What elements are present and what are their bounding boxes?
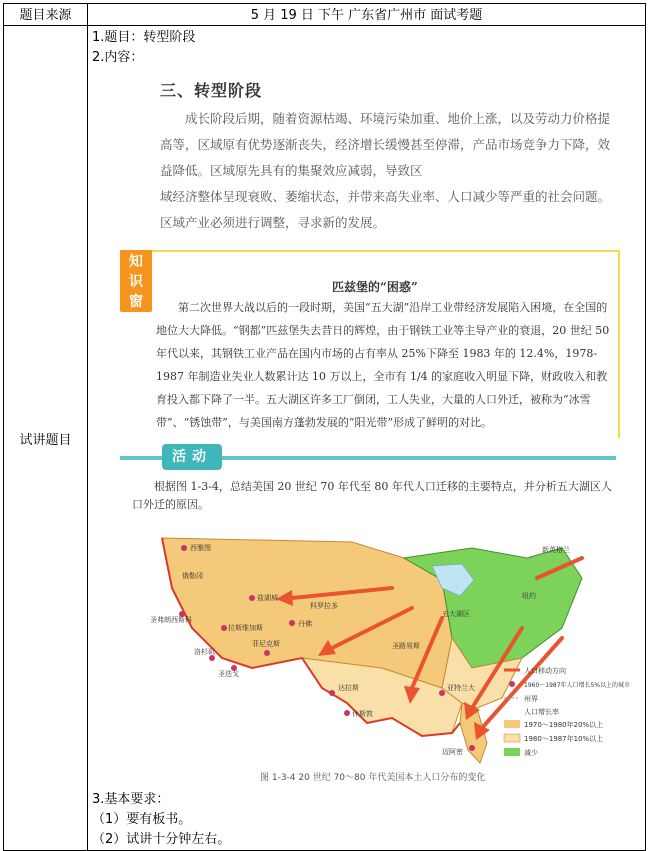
city-dot bbox=[329, 690, 335, 696]
label-colorado: 科罗拉多 bbox=[310, 602, 338, 610]
row-label: 试讲题目 bbox=[4, 26, 88, 851]
label-houston: 休斯敦 bbox=[352, 710, 373, 718]
activity-tag: 活动 bbox=[162, 444, 222, 470]
label-stlouis: 圣路易斯 bbox=[392, 642, 420, 650]
city-dot bbox=[221, 625, 227, 631]
requirement-2: （2）试讲十分钟左右。 bbox=[92, 832, 231, 847]
city-dot bbox=[249, 595, 255, 601]
city-dot bbox=[439, 690, 445, 696]
city-dot bbox=[264, 650, 270, 656]
legend-label-growth-20: 1970～1980年20%以上 bbox=[524, 721, 604, 729]
legend-swatch-decrease bbox=[504, 748, 520, 756]
label-lasvegas: 拉斯维加斯 bbox=[228, 624, 263, 632]
city-dot bbox=[344, 710, 350, 716]
label-phoenix: 菲尼克斯 bbox=[252, 640, 280, 648]
content-label: 2.内容： bbox=[92, 50, 144, 65]
label-miami: 迈阿密 bbox=[442, 748, 463, 756]
header-row bbox=[4, 4, 646, 26]
textbook-scan bbox=[129, 72, 652, 512]
label-atlanta: 亚特兰大 bbox=[447, 684, 475, 692]
label-dallas: 达拉斯 bbox=[338, 684, 359, 692]
knowledge-tag bbox=[120, 250, 152, 312]
content-cell bbox=[88, 26, 646, 851]
exam-table bbox=[3, 3, 646, 851]
topic-line: 1.题目：转型阶段 bbox=[92, 30, 196, 45]
map-caption: 图 1-3-4 20 世纪 70～80 年代美国本土人口分布的变化 bbox=[260, 773, 486, 783]
requirement-1: （1）要有板书。 bbox=[92, 812, 192, 827]
legend-label-city: 1960～1987年人口增长5%以上的城市 bbox=[524, 682, 631, 689]
paragraph-1: 成长阶段后期，随着资源枯竭、环境污染加重、地价上涨，以及劳动力价格提高等，区域原有优势逐渐丧失，经济增长缓慢甚至停滞，产品市场竞争力下降，效益降低。区域原先具有的集聚效应减弱，导致区 bbox=[160, 111, 611, 178]
label-greatlakes: 五大湖区 bbox=[442, 610, 470, 618]
label-oregon: 俄勒冈 bbox=[182, 572, 203, 580]
legend-swatch-city bbox=[509, 681, 515, 687]
knowledge-body: 第二次世界大战以后的一段时期，美国“五大湖”沿岸工业带经济发展陷入困境，在全国的地位大大降低。“钢都”匹兹堡失去昔日的辉煌，由于钢铁工业等主导产业的衰退，20 世纪 50 年代以来，其钢铁工业产品在国内市场的占有率从 25%下降至 1983 年的 12.4%，1978-1987 年制造业失业人数累计达 10 万以上，全市有 1/4 的家庭收入明显下降，财政收入和教育投入都下降了一半。五大湖区许多工厂倒闭，工人失业，大量的人口外迁，被称为“冰雪带”、“锈蚀带”，与美国南方蓬勃发展的“阳光带”形成了鲜明的对比。 bbox=[156, 301, 610, 429]
label-saltlake: 盐湖城 bbox=[257, 594, 278, 602]
content-row bbox=[4, 26, 646, 851]
legend-swatch-growth-20 bbox=[504, 720, 520, 728]
requirements-label: 3.基本要求： bbox=[92, 792, 170, 807]
legend-label-border: 州界 bbox=[524, 695, 538, 703]
city-dot bbox=[181, 545, 187, 551]
paragraph-2: 域经济整体呈现衰败、萎缩状态，并带来高失业率、人口减少等严重的社会问题。区域产业必须进行调整，寻求新的发展。 bbox=[160, 189, 611, 230]
label-newengland: 新英格兰 bbox=[542, 546, 570, 554]
section-title: 三、转型阶段 bbox=[160, 81, 263, 100]
knowledge-title: 匹兹堡的“困惑” bbox=[332, 280, 418, 294]
label-losangeles: 洛杉矶 bbox=[194, 648, 215, 656]
usa-map bbox=[142, 518, 631, 788]
legend-label-growth: 人口增长率 bbox=[524, 708, 559, 716]
legend-label-decrease: 减少 bbox=[524, 749, 538, 757]
label-sanfrancisco: 圣弗朗西斯科 bbox=[150, 616, 192, 624]
city-dot bbox=[469, 745, 475, 751]
label-denver: 丹佛 bbox=[298, 620, 312, 628]
legend-swatch-growth-10 bbox=[504, 734, 520, 742]
label-newyork: 纽约 bbox=[522, 592, 536, 600]
activity-body: 根据图 1-3-4，总结美国 20 世纪 70 年代至 80 年代人口迁移的主要特点，并分析五大湖区人口外迁的原因。 bbox=[132, 480, 612, 511]
knowledge-tag-text: 知识窗 bbox=[129, 254, 143, 310]
header-exam-info: 5 月 19 日 下午 广东省广州市 面试考题 bbox=[88, 4, 646, 26]
header-source-label: 题目来源 bbox=[4, 4, 88, 26]
legend-label-growth-10: 1980～1987年10%以上 bbox=[524, 735, 604, 743]
label-sandiego: 圣迭戈 bbox=[218, 670, 239, 678]
label-seattle: 西雅图 bbox=[190, 544, 211, 552]
map-figure bbox=[142, 518, 631, 788]
legend-label-arrow: 人口移动方向 bbox=[524, 667, 566, 675]
city-dot bbox=[289, 620, 295, 626]
